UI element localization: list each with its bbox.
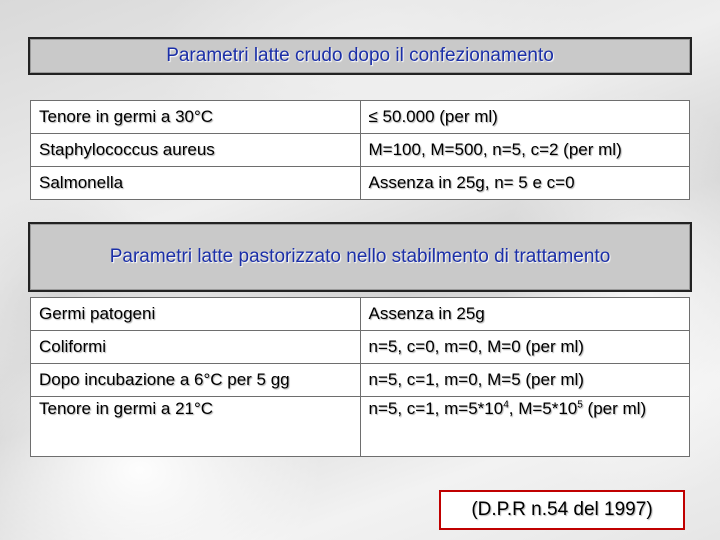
value-text: (per ml) — [582, 399, 647, 418]
value-cell — [360, 397, 690, 457]
legal-reference-text: (D.P.R n.54 del 1997) — [471, 499, 653, 520]
section2-title — [28, 222, 692, 292]
value-text: , M=5*10 — [508, 399, 578, 418]
exponent: 5 — [577, 399, 583, 411]
param-cell: Coliformi — [31, 331, 361, 364]
value-cell: Assenza in 25g — [360, 298, 690, 331]
section1-title — [28, 37, 692, 75]
table-row — [31, 298, 690, 331]
exponent: 4 — [503, 399, 509, 411]
value-cell: n=5, c=1, m=0, M=5 (per ml) — [360, 364, 690, 397]
param-cell: Salmonella — [31, 167, 361, 200]
section2-title-text: Parametri latte pastorizzato nello stabilmento di trattamento — [109, 246, 611, 267]
value-cell: n=5, c=0, m=0, M=0 (per ml) — [360, 331, 690, 364]
pasteurized-milk-table — [30, 297, 690, 457]
value-cell: M=100, M=500, n=5, c=2 (per ml) — [360, 134, 690, 167]
table-row — [31, 134, 690, 167]
param-cell: Tenore in germi a 21°C — [31, 397, 361, 457]
param-cell: Tenore in germi a 30°C — [31, 101, 361, 134]
param-cell: Germi patogeni — [31, 298, 361, 331]
value-cell: Assenza in 25g, n= 5 e c=0 — [360, 167, 690, 200]
value-cell: ≤ 50.000 (per ml) — [360, 101, 690, 134]
value-text: n=5, c=1, m=5*10 — [368, 399, 504, 418]
legal-reference-box — [439, 490, 685, 530]
raw-milk-table — [30, 100, 690, 200]
table-row — [31, 397, 690, 457]
table-row — [31, 101, 690, 134]
table-row — [31, 364, 690, 397]
section1-title-text: Parametri latte crudo dopo il confezionamento — [166, 45, 554, 66]
param-cell: Staphylococcus aureus — [31, 134, 361, 167]
table-row — [31, 167, 690, 200]
param-cell: Dopo incubazione a 6°C per 5 gg — [31, 364, 361, 397]
table-row — [31, 331, 690, 364]
